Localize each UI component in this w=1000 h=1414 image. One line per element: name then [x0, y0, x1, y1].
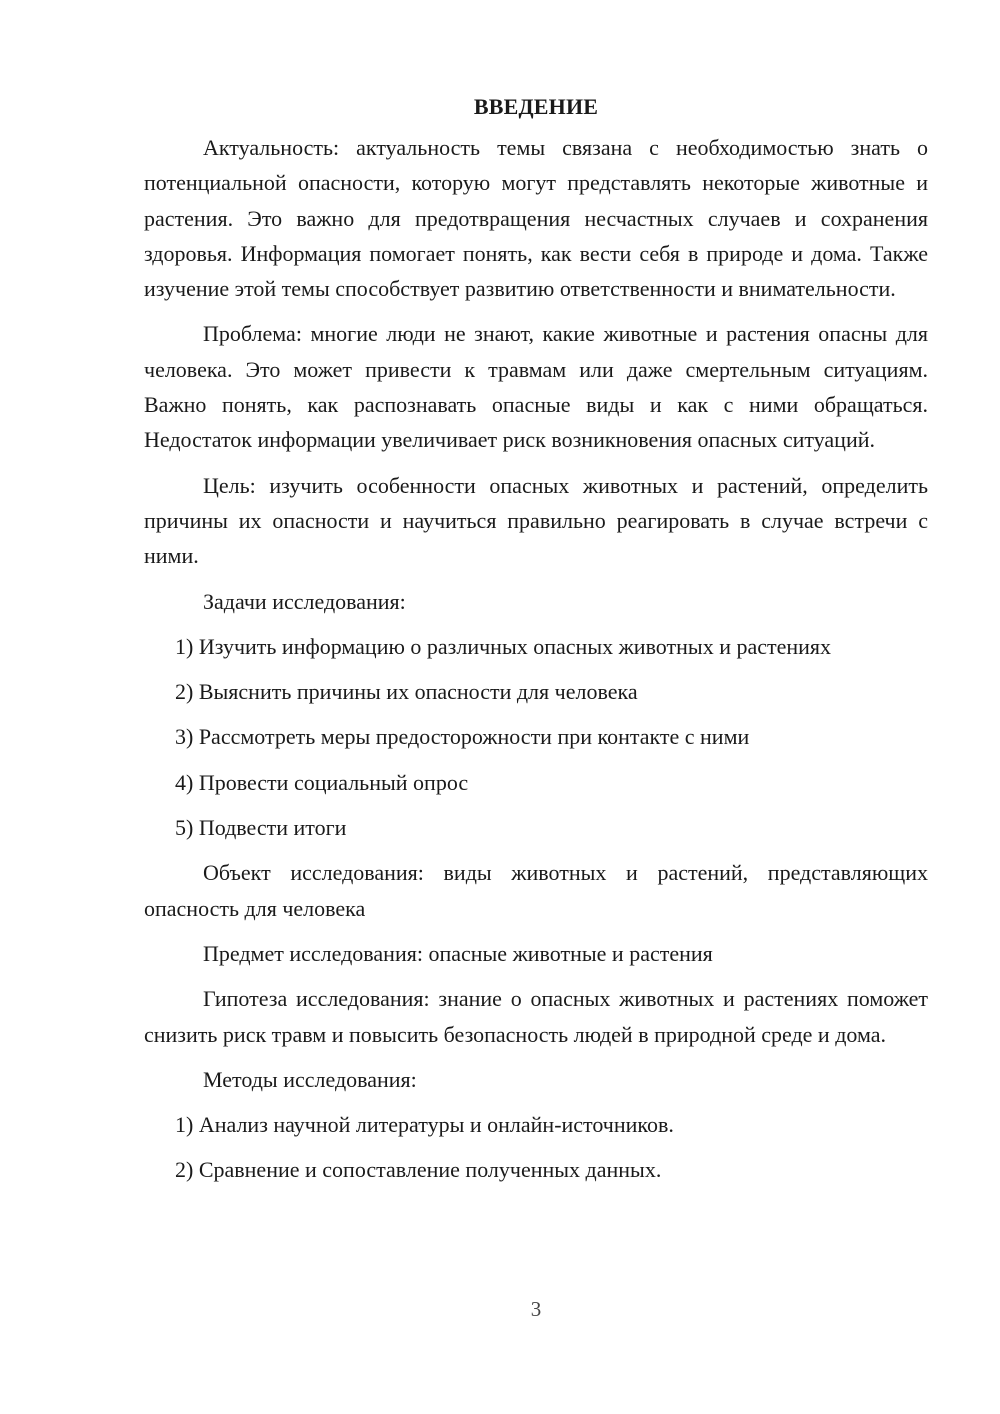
list-item: 3) Рассмотреть меры предосторожности при контакте с ними [175, 724, 750, 750]
list-item: 2) Выяснить причины их опасности для человека [175, 679, 638, 705]
relevance-paragraph: Актуальность: актуальность темы связана с необходимостью знать о потенциальной опасности, которую могут представлять некоторые животные и растения. Это важно для предотвращения несчастных случаев и сохранения здоровья. Информация помогает понять, как вести себя в природе и дома. Также изучение этой темы способствует развитию ответственности и внимательности. [144, 135, 928, 302]
list-item: 4) Провести социальный опрос [175, 769, 469, 795]
list-item: 5) Подвести итоги [175, 815, 347, 841]
document-page [144, 92, 928, 1198]
object-paragraph: Объект исследования: виды животных и растений, представляющих опасность для человека [144, 860, 928, 921]
page-number: 3 [530, 1297, 542, 1321]
list-item: 1) Изучить информацию о различных опасных животных и растениях [175, 633, 832, 659]
problem-paragraph: Проблема: многие люди не знают, какие животные и растения опасны для человека. Это может привести к травмам или даже смертельным ситуациям. Важно понять, как распознавать опасные виды и как с ними обращаться. Недостаток информации увеличивает риск возникновения опасных ситуаций. [144, 321, 928, 453]
methods-list [144, 1107, 928, 1188]
tasks-heading: Задачи исследования: [203, 588, 406, 614]
subject-paragraph: Предмет исследования: опасные животные и растения [203, 940, 713, 966]
goal-paragraph: Цель: изучить особенности опасных животных и растений, определить причины их опасности и научиться правильно реагировать в случае встречи с ними. [144, 472, 928, 569]
tasks-list [144, 629, 928, 845]
methods-heading: Методы исследования: [203, 1066, 417, 1092]
list-item: 1) Анализ научной литературы и онлайн-источников. [175, 1112, 674, 1138]
hypothesis-paragraph: Гипотеза исследования: знание о опасных животных и растениях поможет снизить риск травм и повысить безопасность людей в природной среде и дома. [144, 986, 928, 1047]
page-title: ВВЕДЕНИЕ [473, 94, 599, 119]
list-item: 2) Сравнение и сопоставление полученных данных. [175, 1157, 662, 1183]
